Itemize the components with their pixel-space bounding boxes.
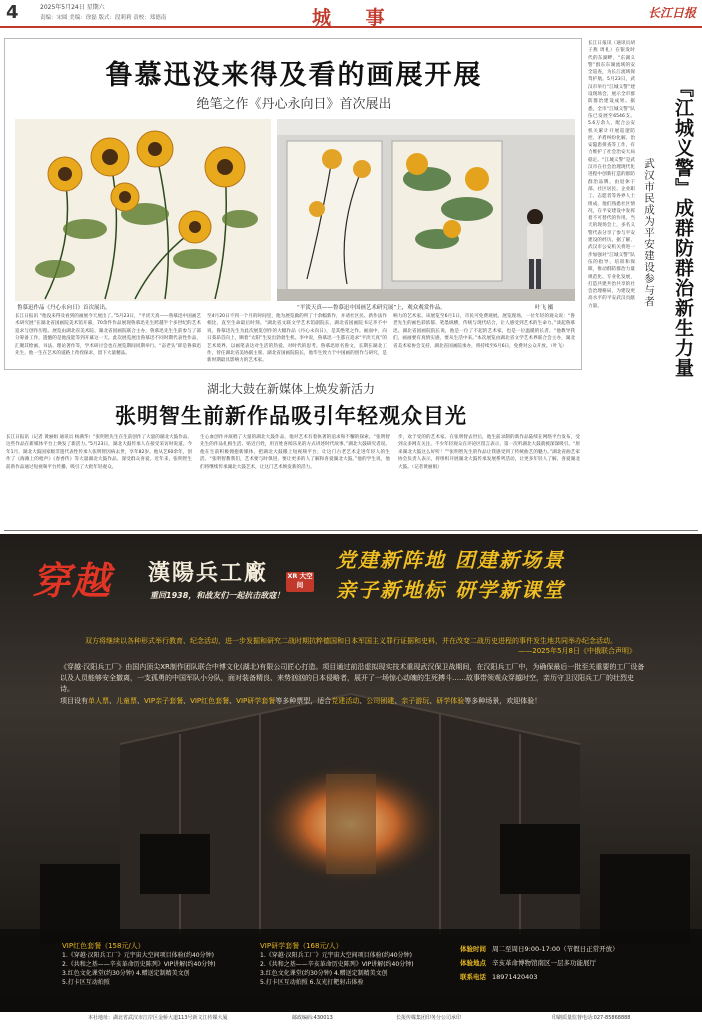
ad-brand-name: 漢陽兵工廠 — [148, 560, 269, 586]
scene-study: 研学体验 — [436, 697, 465, 705]
packages — [62, 942, 452, 1000]
ad-info — [460, 942, 660, 1000]
info-phone-label: 联系电话 — [460, 973, 486, 981]
ad-big-slogan-1: 党建新阵地 团建新场景 — [336, 548, 565, 572]
photo-caption-right: “平淡天真——鲁慕迅中国画艺术研究展”上，观众观赏作品。 — [297, 305, 446, 311]
package-red-title: VIP红色套餐（158元/人） — [62, 942, 145, 950]
feature-body-col3: 响力的艺术家。该展览至6月1日，市民可免费观展。展览现场，一位年轻的观众说：“鲁老先生的画色彩浓郁、笔墨纵横，传统与现代结合，让人感受到艺术的生命力。”谈起鲁慕迅，湖北省国画院院长说，他是一位了不起的艺术家，也是一位温暖的长者。“他教导我们，画画要有真情实感，要从生活中来。”本次展览由湖北省文学艺术界联合会主办，湖北省美术家协会支持，湖北省国画院承办，将持续至6月6日，免费对公众开放。（叶飞） — [393, 314, 575, 349]
xr-badge: XR 大空间 — [286, 572, 314, 592]
ad-ticket-types: 项目设有单人票、儿童票、VIP亲子套餐、VIP红色套餐、VIP研学套餐等多种票型，适合党建活动、公司团建、亲子游玩、研学体验等多种场景，欢迎体验！ — [60, 697, 542, 705]
ad-quote: 双方将继续以各种形式举行教育、纪念活动，进一步发掘和研究二战时期抗粹德国和日本军国主义罪行证据和史料，并在改变二战历史进程的事件发生地共同举办纪念活动。 — [85, 637, 617, 645]
info-place — [460, 956, 660, 970]
article2-body-col1: 长江日报讯（记者 黄丽娟 通讯员 杨满华）“张明智先生在生前创作了大量的湖北大鼓作品，这些作品在新媒体平台上焕发了新活力。”5月23日，湖北大鼓传承人在接受采访时说道。今年1月，湖北大鼓国家级非遗代表性传承人张明智因病去世，享年82岁。他从艺60余年，创作了《海滩上的枪声》《春香传》等大量湖北大鼓作品，深受群众喜爱。近年来，张明智生前新作品通过短视频平台传播，吸引了大批年轻观众。 — [6, 435, 192, 470]
footer-postcode: 邮政编码:430013 — [292, 1015, 333, 1021]
ticket-study: VIP研学套餐 — [236, 697, 276, 705]
feature-body-col2: 至4月20日不到一个月的时间里，他为展览做的所了十余幅新作，并请社区民、新作法作相比，直至生命最后时刻。“湖北省文联文学艺术馆副院长、湖北省国画院书记李不中说，鲁慕迅先生为此次展览创作的大幅作品《丹心永向日》，是其绝笔之作。画面中，向日葵昂首向上，顺着“太阳”生发出勃勃生机。李中说，鲁慕迅一生都在追求“平淡天真”的艺术境界，以画笔表达对生活的热爱、对时代的思考。鲁慕迅原名鲁文，长期在湖北工作，曾任湖北省美协副主席、湖北省国画院院长，他毕生致力于中国画的创作与研究，是新时期最具影响力的艺术家。 — [207, 314, 387, 364]
package-study-title: VIP研学套餐（168元/人） — [260, 942, 343, 950]
masthead — [0, 0, 702, 28]
info-place-value: 辛亥革命博物馆南区一层多功能展厅 — [492, 959, 596, 967]
package-study-item: 2.《共和之基——辛亥革命历史陈列》VIP讲解(约40分钟) — [260, 961, 414, 968]
info-time-label: 体验时间 — [460, 945, 486, 953]
package-red-item: 3.红色文化课堂(约30分钟) 4.赠送定制精美文创 — [62, 970, 190, 977]
info-phone — [460, 970, 660, 984]
article2-headline: 张明智生前新作品吸引年轻观众目光 — [115, 403, 467, 428]
ticket-child: 儿童票 — [116, 697, 137, 705]
ad-slogan: 重回1938，和战友们一起抗击敌寇！ — [150, 591, 285, 600]
side-article — [588, 38, 698, 438]
photo-credit: 叶飞 摄 — [535, 305, 554, 311]
ticket-text-suffix: 等多种场景，欢迎体验！ — [464, 697, 542, 705]
photo-caption-left: 鲁慕迅作品《丹心永向日》首次展出。 — [17, 305, 111, 311]
side-article-body: 长江日报讯（通讯员胡子燕 周礼）在银发时代的东湖畔，“东湖义警”群东东湖流域的安全巡查，为长江流域保驾护航。5月23日，武汉市举行“江城义警”建设现场会，展示全市群防群治建设成果。据悉，全市“江城义警”队伍已发展至6546支、5.6万余人，配合公安机关累计开展巡逻防控、矛盾纠纷化解、治安隐患排查等工作，有力维护了社会治安大局稳定。“江城义警”是武汉市在社会治理现代化进程中创新打造的群防群治品牌，由退休干部、社区居民、企业职工、志愿者等各界人士组成，他们熟悉社区情况，在平安建设中发挥着不可替代的作用。当天的现场会上，多名义警代表分享了参与平安建设的经历。据了解，武汉市公安机关将进一步加强对“江城义警”队伍的指导、培训和保障，推动群防群治力量规范化、专业化发展，打造共建共治共享的社会治理格局，为建设更高水平的平安武汉贡献力量。 — [588, 41, 635, 309]
issue-date: 2025年5月24日 星期六 — [40, 4, 105, 11]
scene-party: 党建活动 — [331, 697, 360, 705]
article2-body-col2: 生心血创作并演唱了大量的湖北大鼓作品，他对艺术有着执著的追求和不懈的探索。“张明智先生的作品扎根生活、贴近百姓，用百姓喜闻乐见的方式讲述时代故事。”湖北大鼓研究者说。他在生前积极拥抱新媒体，把湖北大鼓搬上短视频平台，让这门古老艺术走进年轻人的生活。“张明智教我们，艺术要与时俱进，要让更多的人了解和喜爱湖北大鼓。”他的学生说，他们将继续传承湖北大鼓艺术，让这门艺术焕发新的活力。 — [200, 435, 390, 470]
scene-family: 亲子游玩 — [401, 697, 430, 705]
newspaper-logo: 长江日报 — [647, 6, 696, 20]
footer-address: 本社地址：湖北省武汉市江岸区金桥大道113号新文江传媒大厦 — [88, 1015, 228, 1021]
page-number: 4 — [6, 2, 19, 23]
package-red — [62, 942, 256, 987]
package-red-item: 5.打卡区互动拍照 — [62, 979, 110, 986]
ticket-text: 项目设有 — [60, 697, 88, 705]
ticket-family: VIP亲子套餐 — [144, 697, 184, 705]
package-study — [260, 942, 454, 987]
feature-headline: 鲁慕迅没来得及看的画展开展 — [105, 60, 483, 91]
package-red-item: 2.《共和之基——辛亥革命历史陈列》VIP讲解(约40分钟) — [62, 961, 216, 968]
section-divider — [4, 530, 698, 531]
package-study-item: 1.《穿越·汉阳兵工厂》元宇宙大空间项目体验(约40分钟) — [260, 952, 412, 959]
feature-body-col1: 长江日报讯 “他没来得及看到的画展今天展出了。”5月23日，“平淡天真——鲁慕迅中国画艺术研究展”在湖北省国画院美术馆开幕，70余件作品展现鲁慕迅先生跨越半个多世纪的艺术追求与创作历程。展览由湖北省美术院、湖北省国画院联合主办，鲁慕迅先生生前参与了部分筹备工作，遗憾的是他没能等到开幕这一天。此次展览展出鲁慕迅不同时期代表性作品，汇聚其绘画、书法、理论著作等，学术研讨会也在展览期间同期举行。“奋老头”即是鲁慕迅先生，他一生在艺术的道路上孜孜探求，留下大量精品。 — [15, 314, 201, 357]
article2-body-col3: 步，欢于受的的艺术家。在张明智去世后，他生前录制的新作品陆续在网络平台发布，受到众多网友关注。不少年轻观众在评论区留言表示，第一次听湖北大鼓就被深深吸引。“原来湖北大鼓这么好听！”“张明智先生的作品让我感受到了传统曲艺的魅力。”湖北省曲艺家协会负责人表示，将组织开展湖北大鼓传承发展系列活动，让更多年轻人了解、喜爱湖北大鼓。（记者黄丽娟） — [398, 435, 580, 470]
section-title: 城 事 — [312, 7, 399, 29]
ad-big-slogan-2: 亲子新地标 研学新课堂 — [336, 578, 565, 602]
advertisement — [0, 534, 702, 1012]
side-article-subheadline: 武汉市民成为平安建设参与者 — [643, 158, 655, 308]
ticket-single: 单人票 — [88, 697, 109, 705]
ticket-red: VIP红色套餐 — [190, 697, 230, 705]
ad-description: 《穿越·汉阳兵工厂》由国内顶尖XR制作团队联合中博文化(湖北)有限公司匠心打造。项目通过前沿虚拟现实技术重现武汉保卫战期间，在汉阳兵工厂中，为确保最后一批至关重要的工厂设备以及人员能够安全撤离，一支孤勇的中国军队小分队，面对装备精良、来势汹汹的日本侵略者，展开了一场惊心动魄的生死搏斗……故事带领观众穿越时空，亲历守卫汉阳兵工厂的壮烈史诗。 — [60, 663, 645, 693]
feature-subheadline: 绝笔之作《丹心永向日》首次展出 — [196, 97, 392, 112]
info-place-label: 体验地点 — [460, 959, 486, 967]
article2-kicker: 湖北大鼓在新媒体上焕发新活力 — [206, 382, 375, 396]
ad-quote-source: ——2025年5月8日《中俄联合声明》 — [518, 647, 636, 655]
feature-article — [4, 38, 582, 370]
package-study-item: 3.红色文化课堂(约30分钟) 4.赠送定制精美文创 — [260, 970, 388, 977]
info-time — [460, 942, 660, 956]
footer-phone: 印刷质量监督电话:027-85868888 — [552, 1015, 631, 1021]
factory-scene-background — [0, 534, 702, 1012]
ad-brand-big: 穿越 — [32, 558, 113, 603]
info-phone-value: 18971420403 — [492, 973, 538, 981]
package-red-item: 1.《穿越·汉阳兵工厂》元宇宙大空间项目体验(约40分钟) — [62, 952, 214, 959]
package-study-item: 5.打卡区互动拍照 6.友光打靶射击体验 — [260, 979, 364, 986]
side-article-headline: 『江城义警』成群防群治新生力量 — [672, 78, 694, 378]
footer-printer: 长报传媒集团印务分公司承印 — [396, 1015, 462, 1021]
editor-credits: 责编：宋圆 美编：徐磊 版式：段莉莉 责校：郑德南 — [40, 15, 167, 21]
sunflower-painting-photo — [15, 119, 271, 301]
info-time-value: 周二至周日9:00-17:00（节假日正常开放） — [492, 945, 619, 953]
scene-team: 公司团建 — [366, 697, 395, 705]
ticket-text-mid: 等多种票型，适合 — [275, 697, 332, 705]
exhibition-hall-photo — [277, 119, 575, 301]
page-footer — [0, 1012, 702, 1024]
